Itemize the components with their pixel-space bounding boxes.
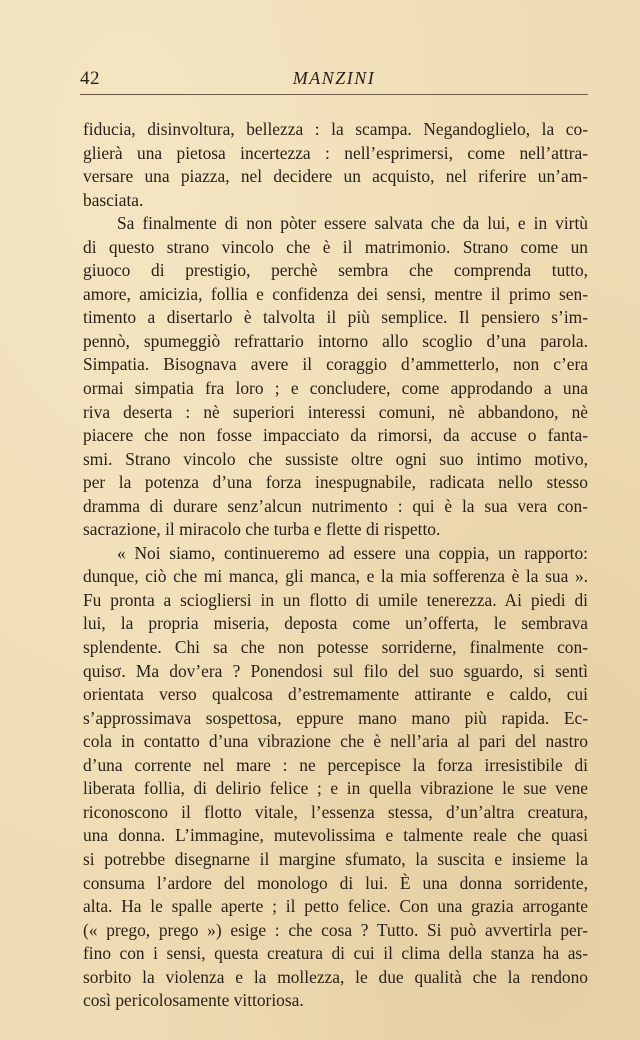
text-line: sacrazione, il miracolo che turba e flette di rispetto. [83,519,441,540]
text-line: Fu pronta a sciogliersi in un flotto di umile tenerezza. Ai piedi di [83,589,588,610]
text-line: giuoco di prestigio, perchè sembra che comprenda tutto, [83,260,588,281]
text-line: (« prego, prego ») esige : che cosa ? Tutto. Si può avvertirla per- [83,919,588,940]
text-line: cola in contatto d’una vibrazione che è nell’aria al pari del nastro [83,731,588,752]
text-line: smi. Strano vincolo che sussiste oltre ogni suo intimo motivo, [83,448,588,469]
running-title: MANZINI [292,68,376,88]
text-line: dramma di durare senz’alcun nutrimento : qui è la sua vera con- [83,495,588,516]
text-line: glierà una pietosa incertezza : nell’esprimersi, come nell’attra- [83,142,588,163]
text-line: timento a disertarlo è talvolta il più semplice. Il pensiero s’im- [83,307,588,328]
text-line: Simpatia. Bisognava avere il coraggio d’ammetterlo, non c’era [83,354,588,375]
text-line: di questo strano vincolo che è il matrimonio. Strano come un [83,236,588,257]
text-line: basciata. [83,189,144,210]
body-text [83,118,588,1013]
text-line: splendente. Chi sa che non potesse sorriderne, finalmente con- [83,637,588,658]
text-line: « Noi siamo, continueremo ad essere una coppia, un rapporto: [117,542,588,563]
text-line: amore, amicizia, follia e confidenza dei sensi, mentre il primo sen- [83,283,588,304]
text-line: così pericolosamente vittoriosa. [83,990,304,1011]
text-line: per la potenza d’una forza inespugnabile, radicata nello stesso [83,472,588,493]
text-line: fino con i sensi, questa creatura di cui il clima della stanza ha as- [83,943,588,964]
text-line: quisσ. Ma dov’era ? Ponendosi sul filo del suo sguardo, si sentì [83,660,588,681]
text-line: consuma l’ardore del monologo di lui. È una donna sorridente, [83,872,588,893]
text-line: Sa finalmente di non pòter essere salvata che da lui, e in virtù [117,213,588,234]
text-line: riconoscono il flotto vitale, l’essenza stessa, d’un’altra creatura, [83,801,588,822]
text-line: pennò, spumeggiò refrattario intorno allo scoglio d’una parola. [83,330,588,351]
text-line: orientata verso qualcosa d’estremamente attirante e caldo, cui [83,684,588,705]
text-line: lui, la propria miseria, deposta come un’offerta, le sembrava [83,613,588,634]
text-line: versare una piazza, nel decidere un acquisto, nel riferire un’am- [83,166,588,187]
text-line: d’una corrente nel mare : ne percepisce la forza irresistibile di [83,754,588,775]
text-line: s’approssimava sospettosa, eppure mano mano più rapida. Ec- [83,707,588,728]
text-line: piacere che non fosse impacciato da rimorsi, da accuse o fanta- [83,425,588,446]
text-line: una donna. L’immagine, mutevolissima e talmente reale che quasi [83,825,588,846]
text-line: si potrebbe disegnarne il margine sfumato, la suscita e insieme la [83,848,588,869]
text-line: dunque, ciò che mi manca, gli manca, e la mia sofferenza è la sua ». [83,566,588,587]
text-line: fiducia, disinvoltura, bellezza : la scampa. Negandoglielo, la co- [83,119,588,139]
text-line: liberata follia, di delirio felice ; e in quella vibrazione le sue vene [83,778,588,799]
page-header [80,64,588,95]
text-line: alta. Ha le spalle aperte ; il petto felice. Con una grazia arrogante [83,896,588,917]
text-line: sorbito la violenza e la mollezza, le due qualità che la rendono [83,966,588,987]
page-number: 42 [80,68,100,89]
text-line: riva deserta : nè superiori interessi comuni, nè abbandono, nè [83,401,588,422]
text-line: ormai simpatia fra loro ; e concludere, come approdando a una [83,378,588,399]
